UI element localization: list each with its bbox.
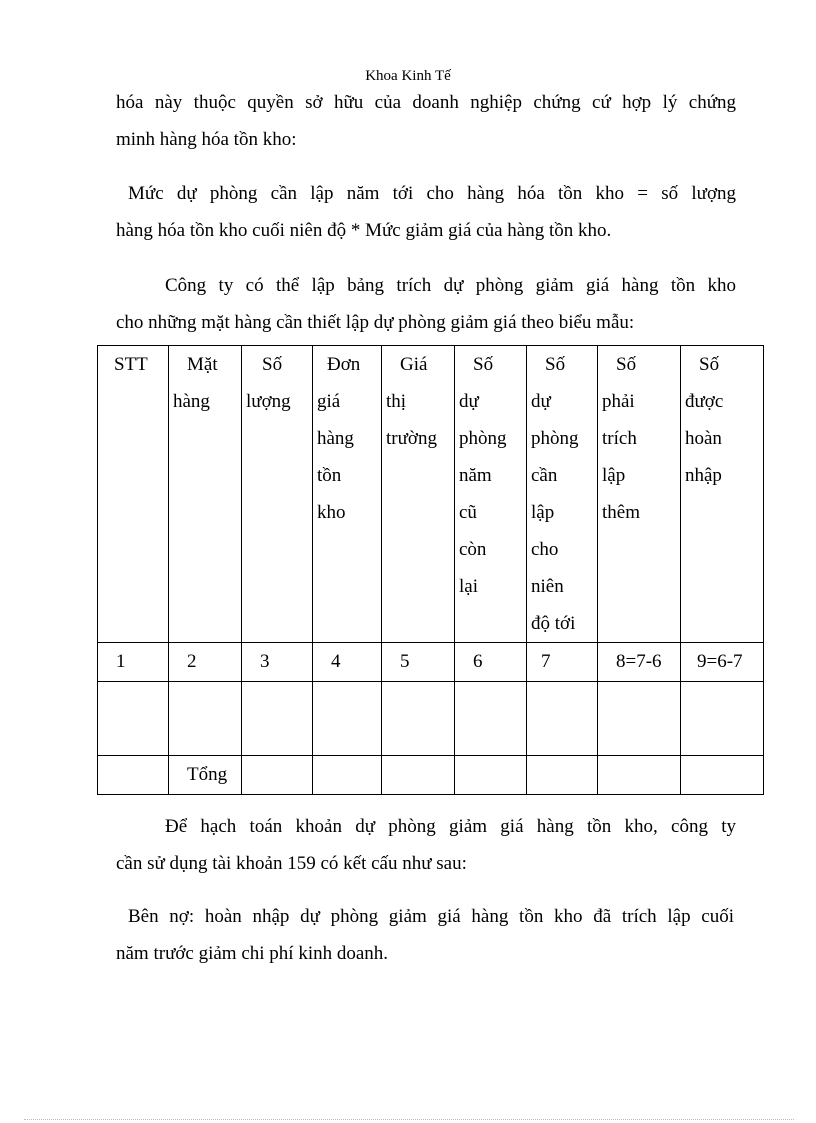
paragraph-line: Để hạch toán khoản dự phòng giảm giá hàng tồn kho, công ty bbox=[165, 816, 736, 837]
paragraph-line: Công ty có thể lập bảng trích dự phòng giảm giá hàng tồn kho bbox=[165, 275, 736, 296]
paragraph-line: cho những mặt hàng cần thiết lập dự phòng giảm giá theo biểu mẫu: bbox=[116, 312, 635, 333]
paragraph-debit-side bbox=[128, 898, 734, 935]
table-cell bbox=[382, 682, 455, 756]
header-du-phong-nam-cu: Số dự phòng năm cũ còn lại bbox=[455, 346, 527, 643]
paragraph-line: Bên nợ: hoàn nhập dự phòng giảm giá hàng tồn kho đã trích lập cuối bbox=[128, 906, 734, 927]
total-label: Tổng bbox=[169, 756, 242, 795]
header-phai-trich-lap: Số phải trích lập thêm bbox=[598, 346, 681, 643]
paragraph-line: hàng hóa tồn kho cuối niên độ * Mức giảm giá của hàng tồn kho. bbox=[116, 220, 612, 241]
table-cell: 7 bbox=[527, 643, 598, 682]
table-cell: 5 bbox=[382, 643, 455, 682]
table-cell bbox=[455, 682, 527, 756]
table-cell bbox=[681, 682, 764, 756]
table-header-row bbox=[98, 346, 764, 643]
provision-table bbox=[97, 345, 764, 795]
table-cell bbox=[681, 756, 764, 795]
table-cell: 8=7-6 bbox=[598, 643, 681, 682]
paragraph-line: năm trước giảm chi phí kinh doanh. bbox=[116, 943, 389, 964]
paragraph-account-159 bbox=[165, 808, 736, 845]
table-cell bbox=[527, 682, 598, 756]
table-cell bbox=[313, 756, 382, 795]
table-cell bbox=[242, 756, 313, 795]
table-cell: 2 bbox=[169, 643, 242, 682]
table-cell bbox=[98, 682, 169, 756]
table-cell bbox=[598, 682, 681, 756]
table-cell: 6 bbox=[455, 643, 527, 682]
table-cell: 4 bbox=[313, 643, 382, 682]
table-cell bbox=[527, 756, 598, 795]
header-don-gia: Đơn giá hàng tồn kho bbox=[313, 346, 382, 643]
paragraph-account-159-cont bbox=[116, 845, 736, 882]
paragraph-line: cần sử dụng tài khoản 159 có kết cấu như sau: bbox=[116, 853, 467, 874]
page-bottom-rule bbox=[24, 1119, 794, 1120]
paragraph-line: hóa này thuộc quyền sở hữu của doanh nghiệp chứng cứ hợp lý chứng bbox=[116, 92, 736, 113]
table-cell: 9=6-7 bbox=[681, 643, 764, 682]
paragraph-company-table-cont bbox=[116, 304, 736, 341]
paragraph-line: minh hàng hóa tồn kho: bbox=[116, 129, 297, 150]
table-cell bbox=[598, 756, 681, 795]
paragraph-company-table bbox=[165, 267, 736, 304]
table-cell bbox=[98, 756, 169, 795]
page-header: Khoa Kinh Tế bbox=[365, 68, 451, 84]
header-du-phong-can-lap: Số dự phòng cần lập cho niên độ tới bbox=[527, 346, 598, 643]
table-cell bbox=[455, 756, 527, 795]
table-cell bbox=[242, 682, 313, 756]
header-mat-hang: Mặt hàng bbox=[169, 346, 242, 643]
table-cell bbox=[169, 682, 242, 756]
paragraph-provision-formula-cont bbox=[116, 212, 736, 249]
paragraph-provision-formula bbox=[128, 175, 736, 212]
header-so-luong: Số lượng bbox=[242, 346, 313, 643]
table-cell bbox=[382, 756, 455, 795]
paragraph-debit-side-cont bbox=[116, 935, 736, 972]
header-gia-thi-truong: Giá thị trường bbox=[382, 346, 455, 643]
table-cell: 1 bbox=[98, 643, 169, 682]
table-row-empty bbox=[98, 682, 764, 756]
table-cell bbox=[313, 682, 382, 756]
header-hoan-nhap: Số được hoàn nhập bbox=[681, 346, 764, 643]
header-stt: STT bbox=[98, 346, 169, 643]
table-row-column-numbers bbox=[98, 643, 764, 682]
table-row-total bbox=[98, 756, 764, 795]
paragraph-line: Mức dự phòng cần lập năm tới cho hàng hóa tồn kho = số lượng bbox=[128, 183, 736, 204]
table-cell: 3 bbox=[242, 643, 313, 682]
paragraph-ownership bbox=[116, 84, 736, 158]
